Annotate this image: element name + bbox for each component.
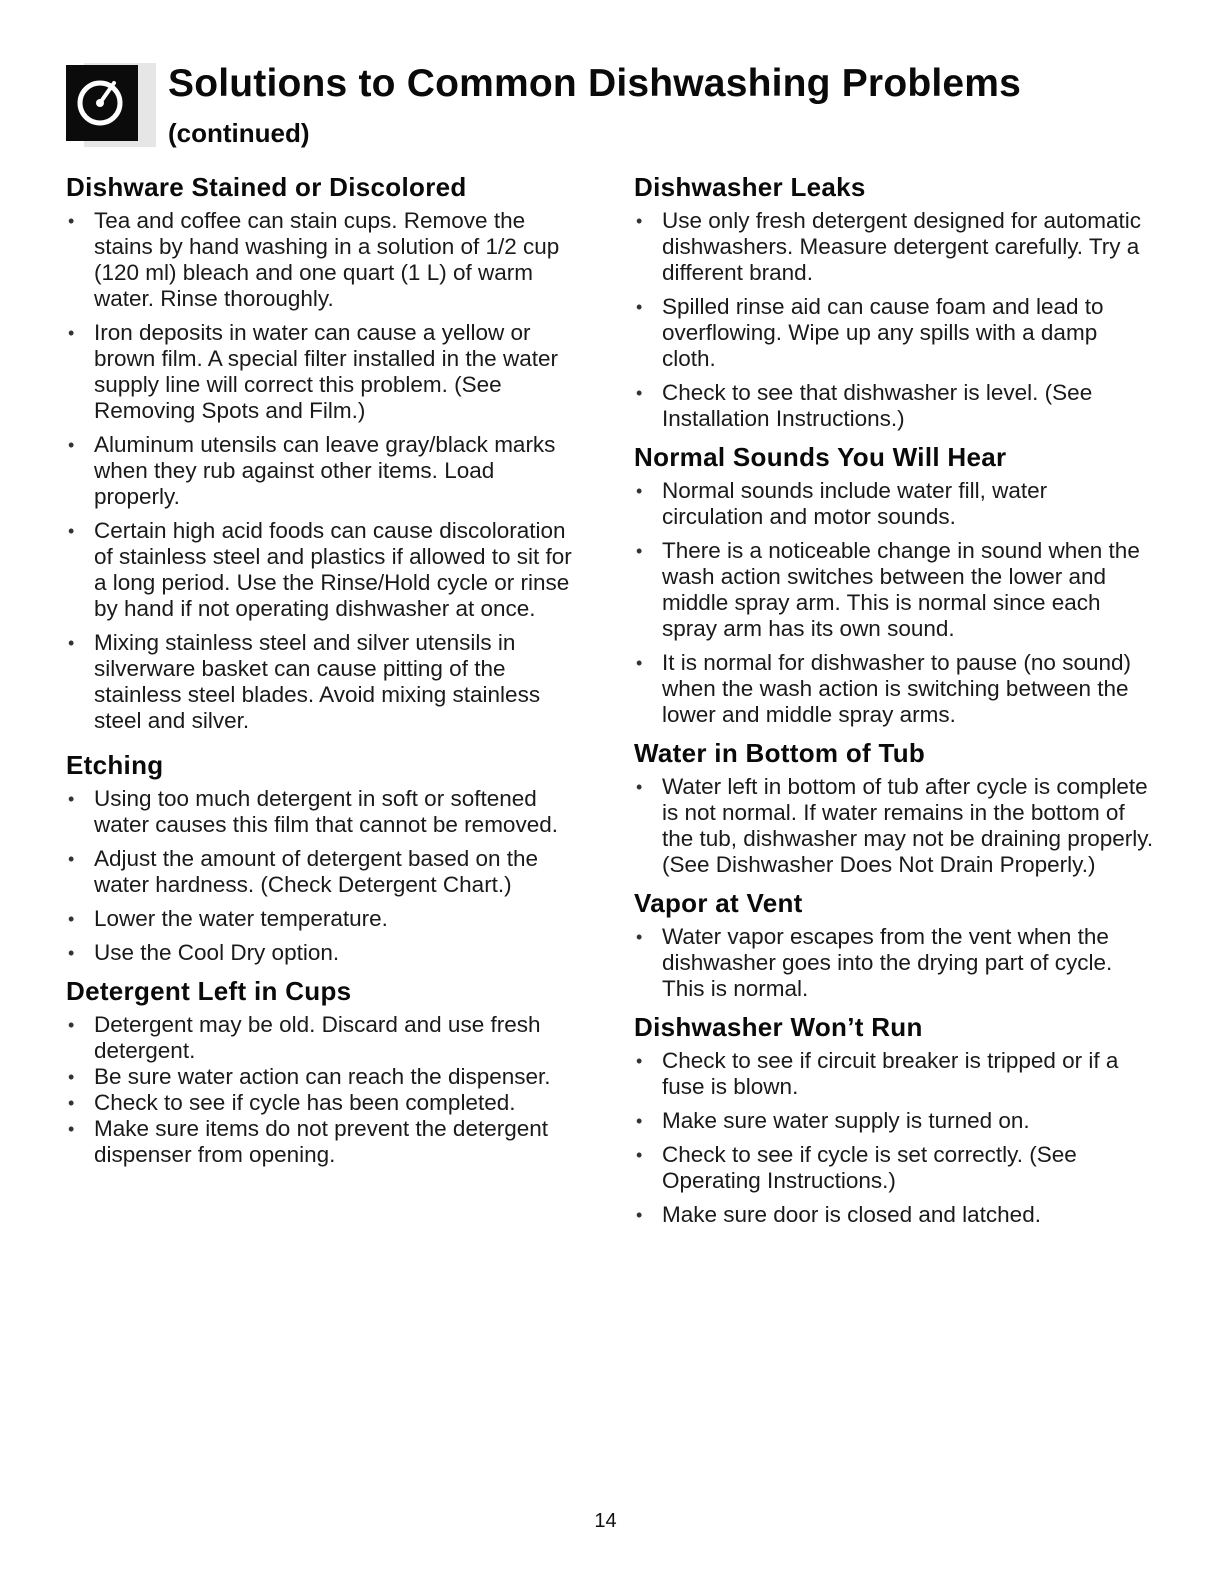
section-heading: Dishware Stained or Discolored (66, 172, 467, 202)
list-item: • Detergent may be old. Discard and use fresh detergent. (66, 1012, 586, 1064)
list-item: • Check to see if circuit breaker is tripped or if a fuse is blown. (634, 1048, 1154, 1100)
left-column (66, 170, 586, 1168)
item-list (66, 786, 586, 966)
section-heading: Vapor at Vent (634, 888, 803, 918)
section-heading: Water in Bottom of Tub (634, 738, 926, 768)
item-list (634, 208, 1154, 432)
list-item: • Make sure door is closed and latched. (634, 1202, 1154, 1228)
page-title: Solutions to Common Dishwashing Problems (168, 62, 1022, 105)
section-etching (66, 748, 586, 966)
right-column (634, 170, 1154, 1236)
section-heading: Detergent Left in Cups (66, 976, 352, 1006)
list-item: • Make sure items do not prevent the detergent dispenser from opening. (66, 1116, 586, 1168)
section-detergent-left (66, 974, 586, 1168)
list-item: • Check to see if cycle has been completed. (66, 1090, 586, 1116)
item-list (66, 1012, 586, 1168)
item-list (66, 208, 586, 734)
section-dishware-stained (66, 170, 586, 734)
list-item: • Tea and coffee can stain cups. Remove the stains by hand washing in a solution of 1/2 cup (120 ml) bleach and one quart (1 L) of warm water. Rinse thoroughly. (66, 208, 586, 312)
item-list (634, 924, 1154, 1002)
list-item: • Make sure water supply is turned on. (634, 1108, 1154, 1134)
list-item: • Check to see that dishwasher is level. (See Installation Instructions.) (634, 380, 1154, 432)
list-item: • Normal sounds include water fill, water circulation and motor sounds. (634, 478, 1154, 530)
list-item: • It is normal for dishwasher to pause (no sound) when the wash action is switching between the lower and middle spray arms. (634, 650, 1154, 728)
item-list (634, 1048, 1154, 1228)
list-item: • Check to see if cycle is set correctly. (See Operating Instructions.) (634, 1142, 1154, 1194)
page-subtitle: (continued) (168, 118, 310, 148)
section-normal-sounds (634, 440, 1154, 728)
list-item: • Water left in bottom of tub after cycle is complete is not normal. If water remains in the bottom of the tub, dishwasher may not be draining properly. (See Dishwasher Does Not Drain Properly.) (634, 774, 1154, 878)
list-item: • Mixing stainless steel and silver utensils in silverware basket can cause pitting of the stainless steel blades. Avoid mixing stainless steel and silver. (66, 630, 586, 734)
list-item: • Be sure water action can reach the dispenser. (66, 1064, 586, 1090)
section-vapor-at-vent (634, 886, 1154, 1002)
list-item: • Certain high acid foods can cause discoloration of stainless steel and plastics if allowed to sit for a long period. Use the Rinse/Hold cycle or rinse by hand if not operating dishwasher at once. (66, 518, 586, 622)
list-item: • There is a noticeable change in sound when the wash action switches between the lower and middle spray arm. This is normal since each spray arm has its own sound. (634, 538, 1154, 642)
section-heading: Normal Sounds You Will Hear (634, 442, 1007, 472)
section-heading: Etching (66, 750, 164, 780)
list-item: • Iron deposits in water can cause a yellow or brown film. A special filter installed in the water supply line will correct this problem. (See Removing Spots and Film.) (66, 320, 586, 424)
section-heading: Dishwasher Leaks (634, 172, 866, 202)
list-item: • Aluminum utensils can leave gray/black marks when they rub against other items. Load properly. (66, 432, 586, 510)
dishwasher-problems-icon (66, 63, 156, 153)
section-wont-run (634, 1010, 1154, 1228)
list-item: • Water vapor escapes from the vent when the dishwasher goes into the drying part of cycle. This is normal. (634, 924, 1154, 1002)
section-water-in-bottom (634, 736, 1154, 878)
page-number: 14 (594, 1510, 617, 1532)
list-item: • Adjust the amount of detergent based on the water hardness. (Check Detergent Chart.) (66, 846, 586, 898)
list-item: • Use only fresh detergent designed for automatic dishwashers. Measure detergent carefully. Try a different brand. (634, 208, 1154, 286)
section-heading: Dishwasher Won’t Run (634, 1012, 923, 1042)
list-item: • Lower the water temperature. (66, 906, 586, 932)
item-list (634, 774, 1154, 878)
section-dishwasher-leaks (634, 170, 1154, 432)
list-item: • Use the Cool Dry option. (66, 940, 586, 966)
list-item: • Using too much detergent in soft or softened water causes this film that cannot be removed. (66, 786, 586, 838)
item-list (634, 478, 1154, 728)
list-item: • Spilled rinse aid can cause foam and lead to overflowing. Wipe up any spills with a damp cloth. (634, 294, 1154, 372)
